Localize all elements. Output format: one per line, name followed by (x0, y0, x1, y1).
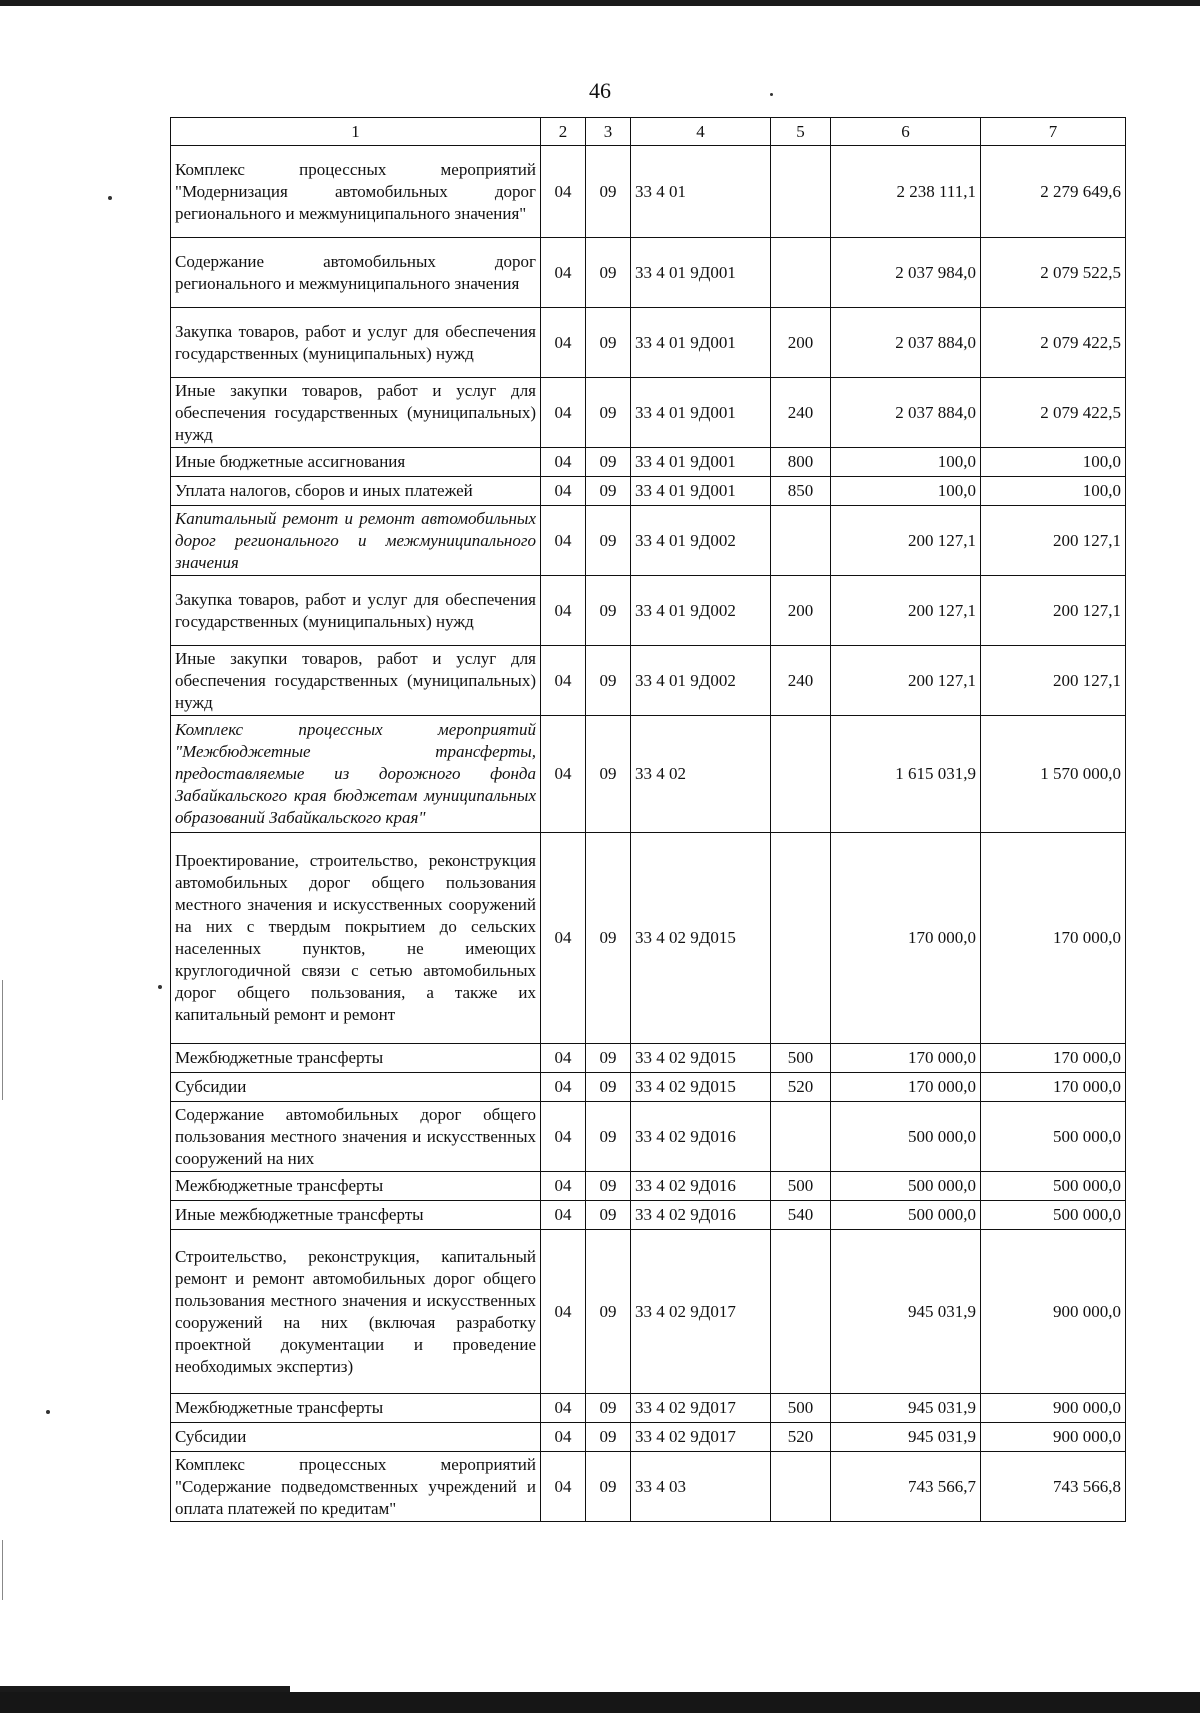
row-name: Межбюджетные трансферты (171, 1172, 541, 1201)
table-row (171, 477, 1126, 506)
row-rz: 04 (541, 378, 586, 448)
table-row (171, 238, 1126, 308)
row-amount-1: 200 127,1 (831, 646, 981, 716)
scan-margin-line (2, 1540, 3, 1600)
row-vr: 520 (771, 1073, 831, 1102)
row-pr: 09 (586, 833, 631, 1044)
row-amount-1: 170 000,0 (831, 1073, 981, 1102)
row-name: Иные межбюджетные трансферты (171, 1201, 541, 1230)
row-rz: 04 (541, 1073, 586, 1102)
row-name: Комплекс процессных мероприятий "Межбюджетные трансферты, предоставляемые из дорожного фонда Забайкальского края бюджетам муниципальных образований Забайкальского края" (171, 716, 541, 833)
row-rz: 04 (541, 716, 586, 833)
row-rz: 04 (541, 1452, 586, 1522)
table-row (171, 1044, 1126, 1073)
row-vr (771, 1102, 831, 1172)
row-rz: 04 (541, 1102, 586, 1172)
scan-margin-line (2, 980, 3, 1100)
row-amount-2: 200 127,1 (981, 506, 1126, 576)
row-amount-1: 945 031,9 (831, 1230, 981, 1394)
row-vr: 200 (771, 576, 831, 646)
row-amount-1: 100,0 (831, 477, 981, 506)
row-name: Иные бюджетные ассигнования (171, 448, 541, 477)
row-amount-2: 2 079 522,5 (981, 238, 1126, 308)
row-csr: 33 4 02 9Д015 (631, 1044, 771, 1073)
row-pr: 09 (586, 576, 631, 646)
row-amount-2: 900 000,0 (981, 1394, 1126, 1423)
row-amount-2: 200 127,1 (981, 576, 1126, 646)
scan-speck (770, 93, 773, 96)
budget-table (170, 117, 1126, 1522)
row-csr: 33 4 02 9Д015 (631, 1073, 771, 1102)
row-csr: 33 4 02 9Д017 (631, 1394, 771, 1423)
row-rz: 04 (541, 1230, 586, 1394)
table-header-row (171, 118, 1126, 146)
row-csr: 33 4 01 9Д001 (631, 448, 771, 477)
row-csr: 33 4 02 9Д016 (631, 1201, 771, 1230)
row-amount-2: 170 000,0 (981, 1044, 1126, 1073)
scan-speck (46, 1410, 50, 1414)
row-amount-2: 100,0 (981, 477, 1126, 506)
row-name: Субсидии (171, 1073, 541, 1102)
row-amount-1: 743 566,7 (831, 1452, 981, 1522)
row-pr: 09 (586, 1230, 631, 1394)
row-name: Содержание автомобильных дорог общего пользования местного значения и искусственных сооружений на них (171, 1102, 541, 1172)
row-vr: 200 (771, 308, 831, 378)
row-vr (771, 716, 831, 833)
table-row (171, 1452, 1126, 1522)
table-row (171, 1102, 1126, 1172)
row-vr (771, 146, 831, 238)
scan-top-edge (0, 0, 1200, 6)
row-amount-1: 100,0 (831, 448, 981, 477)
row-name: Капитальный ремонт и ремонт автомобильных дорог регионального и межмуниципального значения (171, 506, 541, 576)
row-amount-2: 1 570 000,0 (981, 716, 1126, 833)
row-name: Закупка товаров, работ и услуг для обеспечения государственных (муниципальных) нужд (171, 576, 541, 646)
row-amount-2: 900 000,0 (981, 1230, 1126, 1394)
row-amount-2: 200 127,1 (981, 646, 1126, 716)
row-pr: 09 (586, 1201, 631, 1230)
row-amount-1: 170 000,0 (831, 833, 981, 1044)
row-vr: 520 (771, 1423, 831, 1452)
row-amount-1: 945 031,9 (831, 1394, 981, 1423)
row-amount-1: 1 615 031,9 (831, 716, 981, 833)
table-row (171, 1423, 1126, 1452)
row-amount-1: 945 031,9 (831, 1423, 981, 1452)
row-amount-1: 500 000,0 (831, 1172, 981, 1201)
row-rz: 04 (541, 1423, 586, 1452)
header-col-5: 5 (771, 118, 831, 146)
table-row (171, 1394, 1126, 1423)
header-col-7: 7 (981, 118, 1126, 146)
table-row (171, 716, 1126, 833)
row-vr (771, 1230, 831, 1394)
row-name: Проектирование, строительство, реконструкция автомобильных дорог общего пользования местного значения и искусственных сооружений на них с твердым покрытием до сельских населенных пунктов, не имеющих круглогодичной связи с сетью автомобильных дорог общего пользования, а также их капитальный ремонт и ремонт (171, 833, 541, 1044)
row-name: Уплата налогов, сборов и иных платежей (171, 477, 541, 506)
row-amount-2: 100,0 (981, 448, 1126, 477)
table-row (171, 576, 1126, 646)
row-rz: 04 (541, 1044, 586, 1073)
table-row (171, 448, 1126, 477)
row-name: Закупка товаров, работ и услуг для обеспечения государственных (муниципальных) нужд (171, 308, 541, 378)
row-pr: 09 (586, 646, 631, 716)
row-csr: 33 4 01 9Д001 (631, 238, 771, 308)
table-row (171, 1172, 1126, 1201)
row-pr: 09 (586, 506, 631, 576)
scan-bottom-edge (0, 1692, 1200, 1713)
row-pr: 09 (586, 448, 631, 477)
row-amount-1: 2 037 884,0 (831, 378, 981, 448)
row-amount-1: 2 037 884,0 (831, 308, 981, 378)
row-csr: 33 4 01 9Д001 (631, 477, 771, 506)
header-col-1: 1 (171, 118, 541, 146)
row-pr: 09 (586, 1172, 631, 1201)
row-amount-1: 200 127,1 (831, 576, 981, 646)
row-csr: 33 4 03 (631, 1452, 771, 1522)
row-amount-1: 200 127,1 (831, 506, 981, 576)
table-row (171, 146, 1126, 238)
row-vr: 500 (771, 1394, 831, 1423)
row-rz: 04 (541, 448, 586, 477)
scan-speck (108, 196, 112, 200)
row-pr: 09 (586, 378, 631, 448)
row-amount-2: 500 000,0 (981, 1102, 1126, 1172)
row-rz: 04 (541, 1394, 586, 1423)
row-amount-1: 500 000,0 (831, 1102, 981, 1172)
row-vr (771, 506, 831, 576)
row-csr: 33 4 02 9Д016 (631, 1172, 771, 1201)
row-amount-2: 170 000,0 (981, 1073, 1126, 1102)
row-pr: 09 (586, 716, 631, 833)
row-csr: 33 4 02 9Д016 (631, 1102, 771, 1172)
row-name: Комплекс процессных мероприятий "Содержание подведомственных учреждений и оплата платежей по кредитам" (171, 1452, 541, 1522)
row-pr: 09 (586, 308, 631, 378)
row-name: Содержание автомобильных дорог регионального и межмуниципального значения (171, 238, 541, 308)
row-vr: 500 (771, 1172, 831, 1201)
row-name: Комплекс процессных мероприятий "Модернизация автомобильных дорог регионального и межмуниципального значения" (171, 146, 541, 238)
row-rz: 04 (541, 238, 586, 308)
row-amount-1: 2 037 984,0 (831, 238, 981, 308)
row-csr: 33 4 02 9Д017 (631, 1230, 771, 1394)
scan-speck (158, 985, 162, 989)
row-vr (771, 238, 831, 308)
row-vr (771, 833, 831, 1044)
row-pr: 09 (586, 1102, 631, 1172)
row-amount-1: 2 238 111,1 (831, 146, 981, 238)
row-csr: 33 4 01 9Д001 (631, 308, 771, 378)
row-csr: 33 4 01 9Д002 (631, 646, 771, 716)
header-col-3: 3 (586, 118, 631, 146)
page-number: 46 (589, 78, 611, 103)
row-vr: 540 (771, 1201, 831, 1230)
row-amount-2: 500 000,0 (981, 1201, 1126, 1230)
row-csr: 33 4 02 (631, 716, 771, 833)
row-pr: 09 (586, 146, 631, 238)
row-vr: 850 (771, 477, 831, 506)
row-pr: 09 (586, 238, 631, 308)
row-pr: 09 (586, 477, 631, 506)
row-vr (771, 1452, 831, 1522)
row-name: Иные закупки товаров, работ и услуг для обеспечения государственных (муниципальных) нужд (171, 646, 541, 716)
row-amount-2: 743 566,8 (981, 1452, 1126, 1522)
row-csr: 33 4 01 9Д001 (631, 378, 771, 448)
row-csr: 33 4 01 (631, 146, 771, 238)
row-pr: 09 (586, 1044, 631, 1073)
row-name: Иные закупки товаров, работ и услуг для обеспечения государственных (муниципальных) нужд (171, 378, 541, 448)
row-name: Межбюджетные трансферты (171, 1394, 541, 1423)
row-rz: 04 (541, 477, 586, 506)
table-row (171, 1073, 1126, 1102)
header-col-2: 2 (541, 118, 586, 146)
row-amount-1: 500 000,0 (831, 1201, 981, 1230)
row-rz: 04 (541, 506, 586, 576)
row-vr: 240 (771, 646, 831, 716)
row-amount-1: 170 000,0 (831, 1044, 981, 1073)
table-row (171, 1201, 1126, 1230)
table-row (171, 646, 1126, 716)
row-name: Строительство, реконструкция, капитальный ремонт и ремонт автомобильных дорог общего пользования местного значения и искусственных сооружений на них (включая разработку проектной документации и проведение необходимых экспертиз) (171, 1230, 541, 1394)
table-row (171, 378, 1126, 448)
row-pr: 09 (586, 1452, 631, 1522)
row-amount-2: 500 000,0 (981, 1172, 1126, 1201)
row-rz: 04 (541, 146, 586, 238)
table-row (171, 308, 1126, 378)
row-pr: 09 (586, 1423, 631, 1452)
row-vr: 240 (771, 378, 831, 448)
row-name: Субсидии (171, 1423, 541, 1452)
row-vr: 500 (771, 1044, 831, 1073)
header-col-4: 4 (631, 118, 771, 146)
table-row (171, 506, 1126, 576)
row-pr: 09 (586, 1394, 631, 1423)
row-amount-2: 900 000,0 (981, 1423, 1126, 1452)
row-amount-2: 2 079 422,5 (981, 378, 1126, 448)
header-col-6: 6 (831, 118, 981, 146)
row-rz: 04 (541, 1201, 586, 1230)
row-pr: 09 (586, 1073, 631, 1102)
row-name: Межбюджетные трансферты (171, 1044, 541, 1073)
row-amount-2: 170 000,0 (981, 833, 1126, 1044)
row-rz: 04 (541, 833, 586, 1044)
row-csr: 33 4 02 9Д015 (631, 833, 771, 1044)
row-vr: 800 (771, 448, 831, 477)
row-rz: 04 (541, 308, 586, 378)
row-csr: 33 4 01 9Д002 (631, 576, 771, 646)
row-csr: 33 4 02 9Д017 (631, 1423, 771, 1452)
row-amount-2: 2 279 649,6 (981, 146, 1126, 238)
row-amount-2: 2 079 422,5 (981, 308, 1126, 378)
table-row (171, 1230, 1126, 1394)
row-rz: 04 (541, 646, 586, 716)
row-rz: 04 (541, 576, 586, 646)
row-csr: 33 4 01 9Д002 (631, 506, 771, 576)
table-row (171, 833, 1126, 1044)
row-rz: 04 (541, 1172, 586, 1201)
